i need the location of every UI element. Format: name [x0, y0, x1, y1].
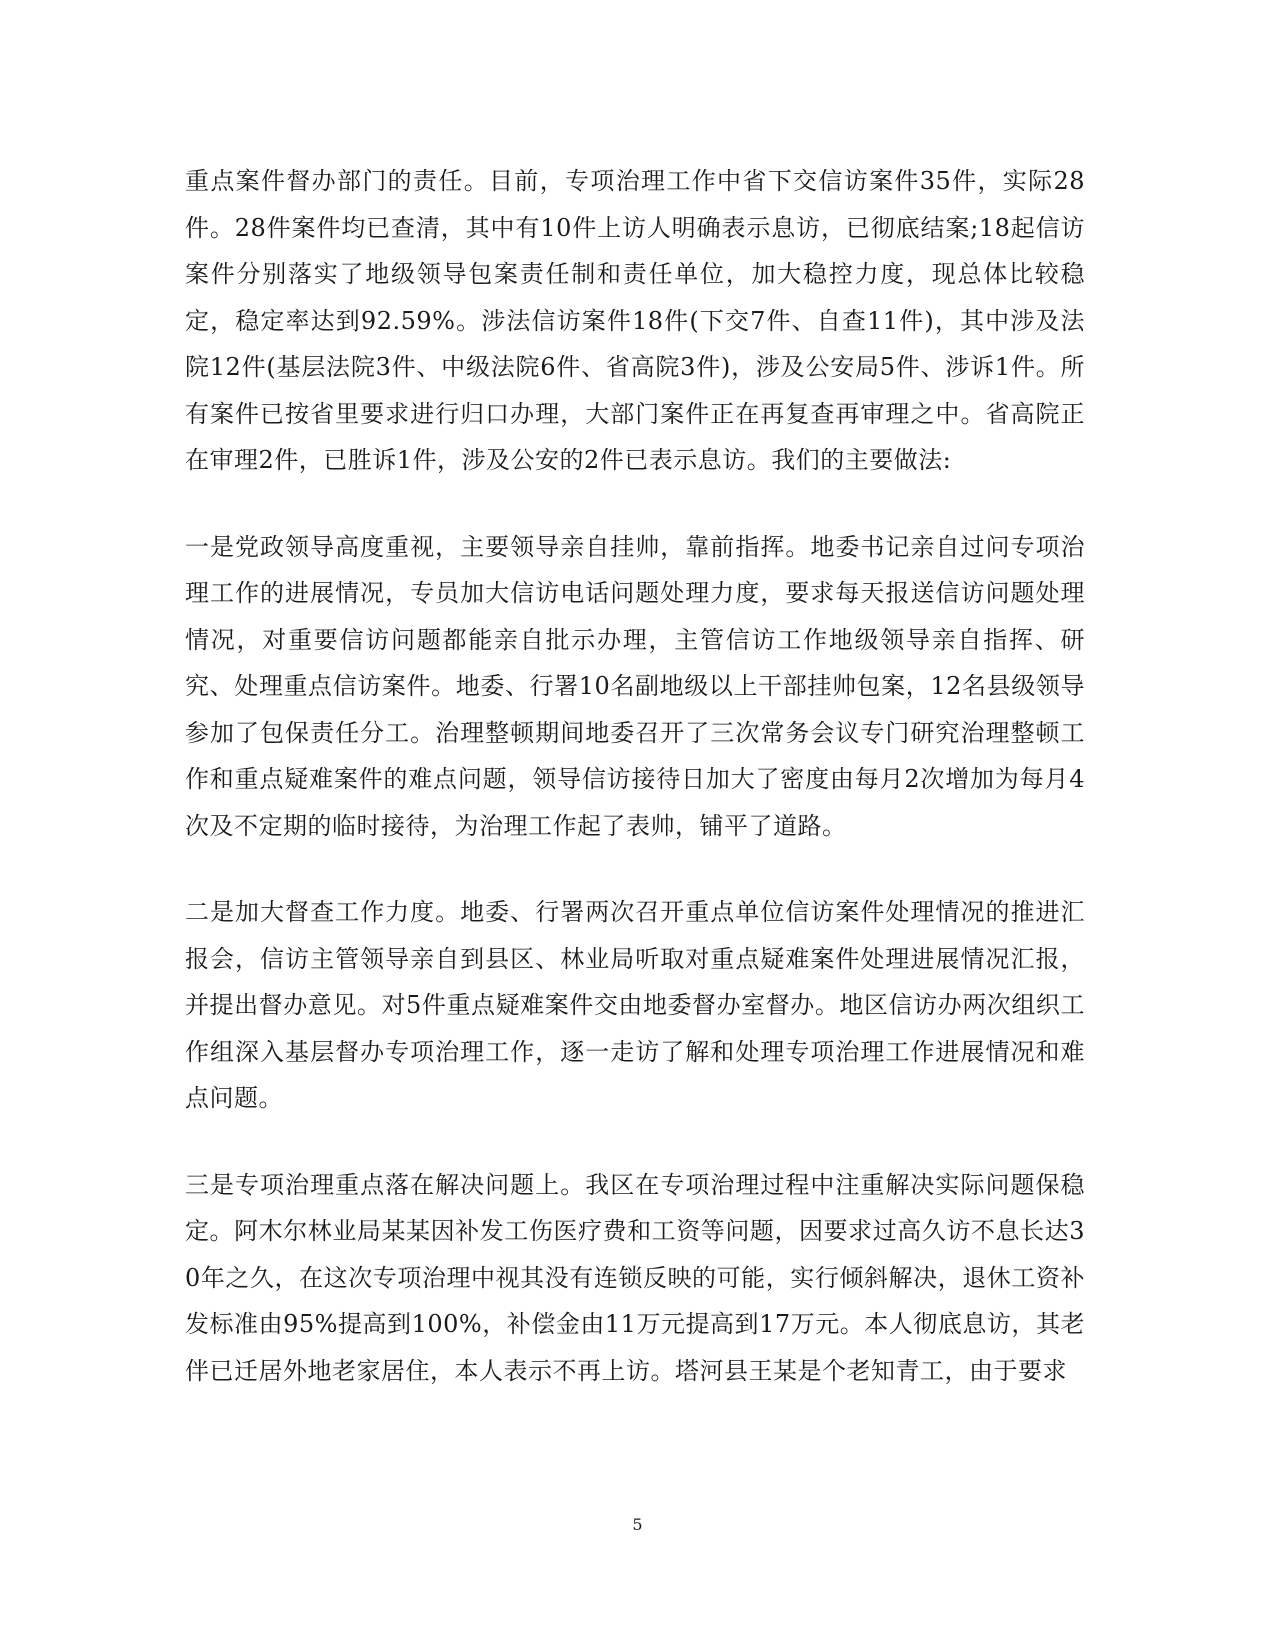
paragraph-case-summary: 重点案件督办部门的责任。目前，专项治理工作中省下交信访案件35件，实际28件。28件案件均已查清，其中有10件上访人明确表示息访，已彻底结案;18起信访案件分别落实了地级领导包案责任制和责任单位，加大稳控力度，现总体比较稳定，稳定率达到92.59%。涉法信访案件18件(下交7件、自查11件)，其中涉及法院12件(基层法院3件、中级法院6件、省高院3件)，涉及公安局5件、涉诉1件。所有案件已按省里要求进行归口办理，大部门案件正在再复查再审理之中。省高院正在审理2件，已胜诉1件，涉及公安的2件已表示息访。我们的主要做法: — [185, 167, 1085, 474]
paragraph-leadership-attention: 一是党政领导高度重视，主要领导亲自挂帅，靠前指挥。地委书记亲自过问专项治理工作的进展情况，专员加大信访电话问题处理力度，要求每天报送信访问题处理情况，对重要信访问题都能亲自批示办理，主管信访工作地级领导亲自指挥、研究、处理重点信访案件。地委、行署10名副地级以上干部挂帅包案，12名县级领导参加了包保责任分工。治理整顿期间地委召开了三次常务会议专门研究治理整顿工作和重点疑难案件的难点问题，领导信访接待日加大了密度由每月2次增加为每月4次及不定期的临时接待，为治理工作起了表帅，铺平了道路。 — [185, 532, 1085, 840]
paragraph-problem-solving: 三是专项治理重点落在解决问题上。我区在专项治理过程中注重解决实际问题保稳定。阿木尔林业局某某因补发工伤医疗费和工资等问题，因要求过高久访不息长达30年之久，在这次专项治理中视其没有连锁反映的可能，实行倾斜解决，退休工资补发标准由95%提高到100%，补偿金由11万元提高到17万元。本人彻底息访，其老伴已迁居外地老家居住，本人表示不再上访。塔河县王某是个老知青工，由于要求 — [185, 1170, 1085, 1385]
document-body — [185, 158, 1085, 1394]
paragraph-supervision-efforts: 二是加大督查工作力度。地委、行署两次召开重点单位信访案件处理情况的推进汇报会，信访主管领导亲自到县区、林业局听取对重点疑难案件处理进展情况汇报，并提出督办意见。对5件重点疑难案件交由地委督办室督办。地区信访办两次组织工作组深入基层督办专项治理工作，逐一走访了解和处理专项治理工作进展情况和难点问题。 — [185, 898, 1085, 1112]
page-number: 5 — [632, 1515, 643, 1534]
